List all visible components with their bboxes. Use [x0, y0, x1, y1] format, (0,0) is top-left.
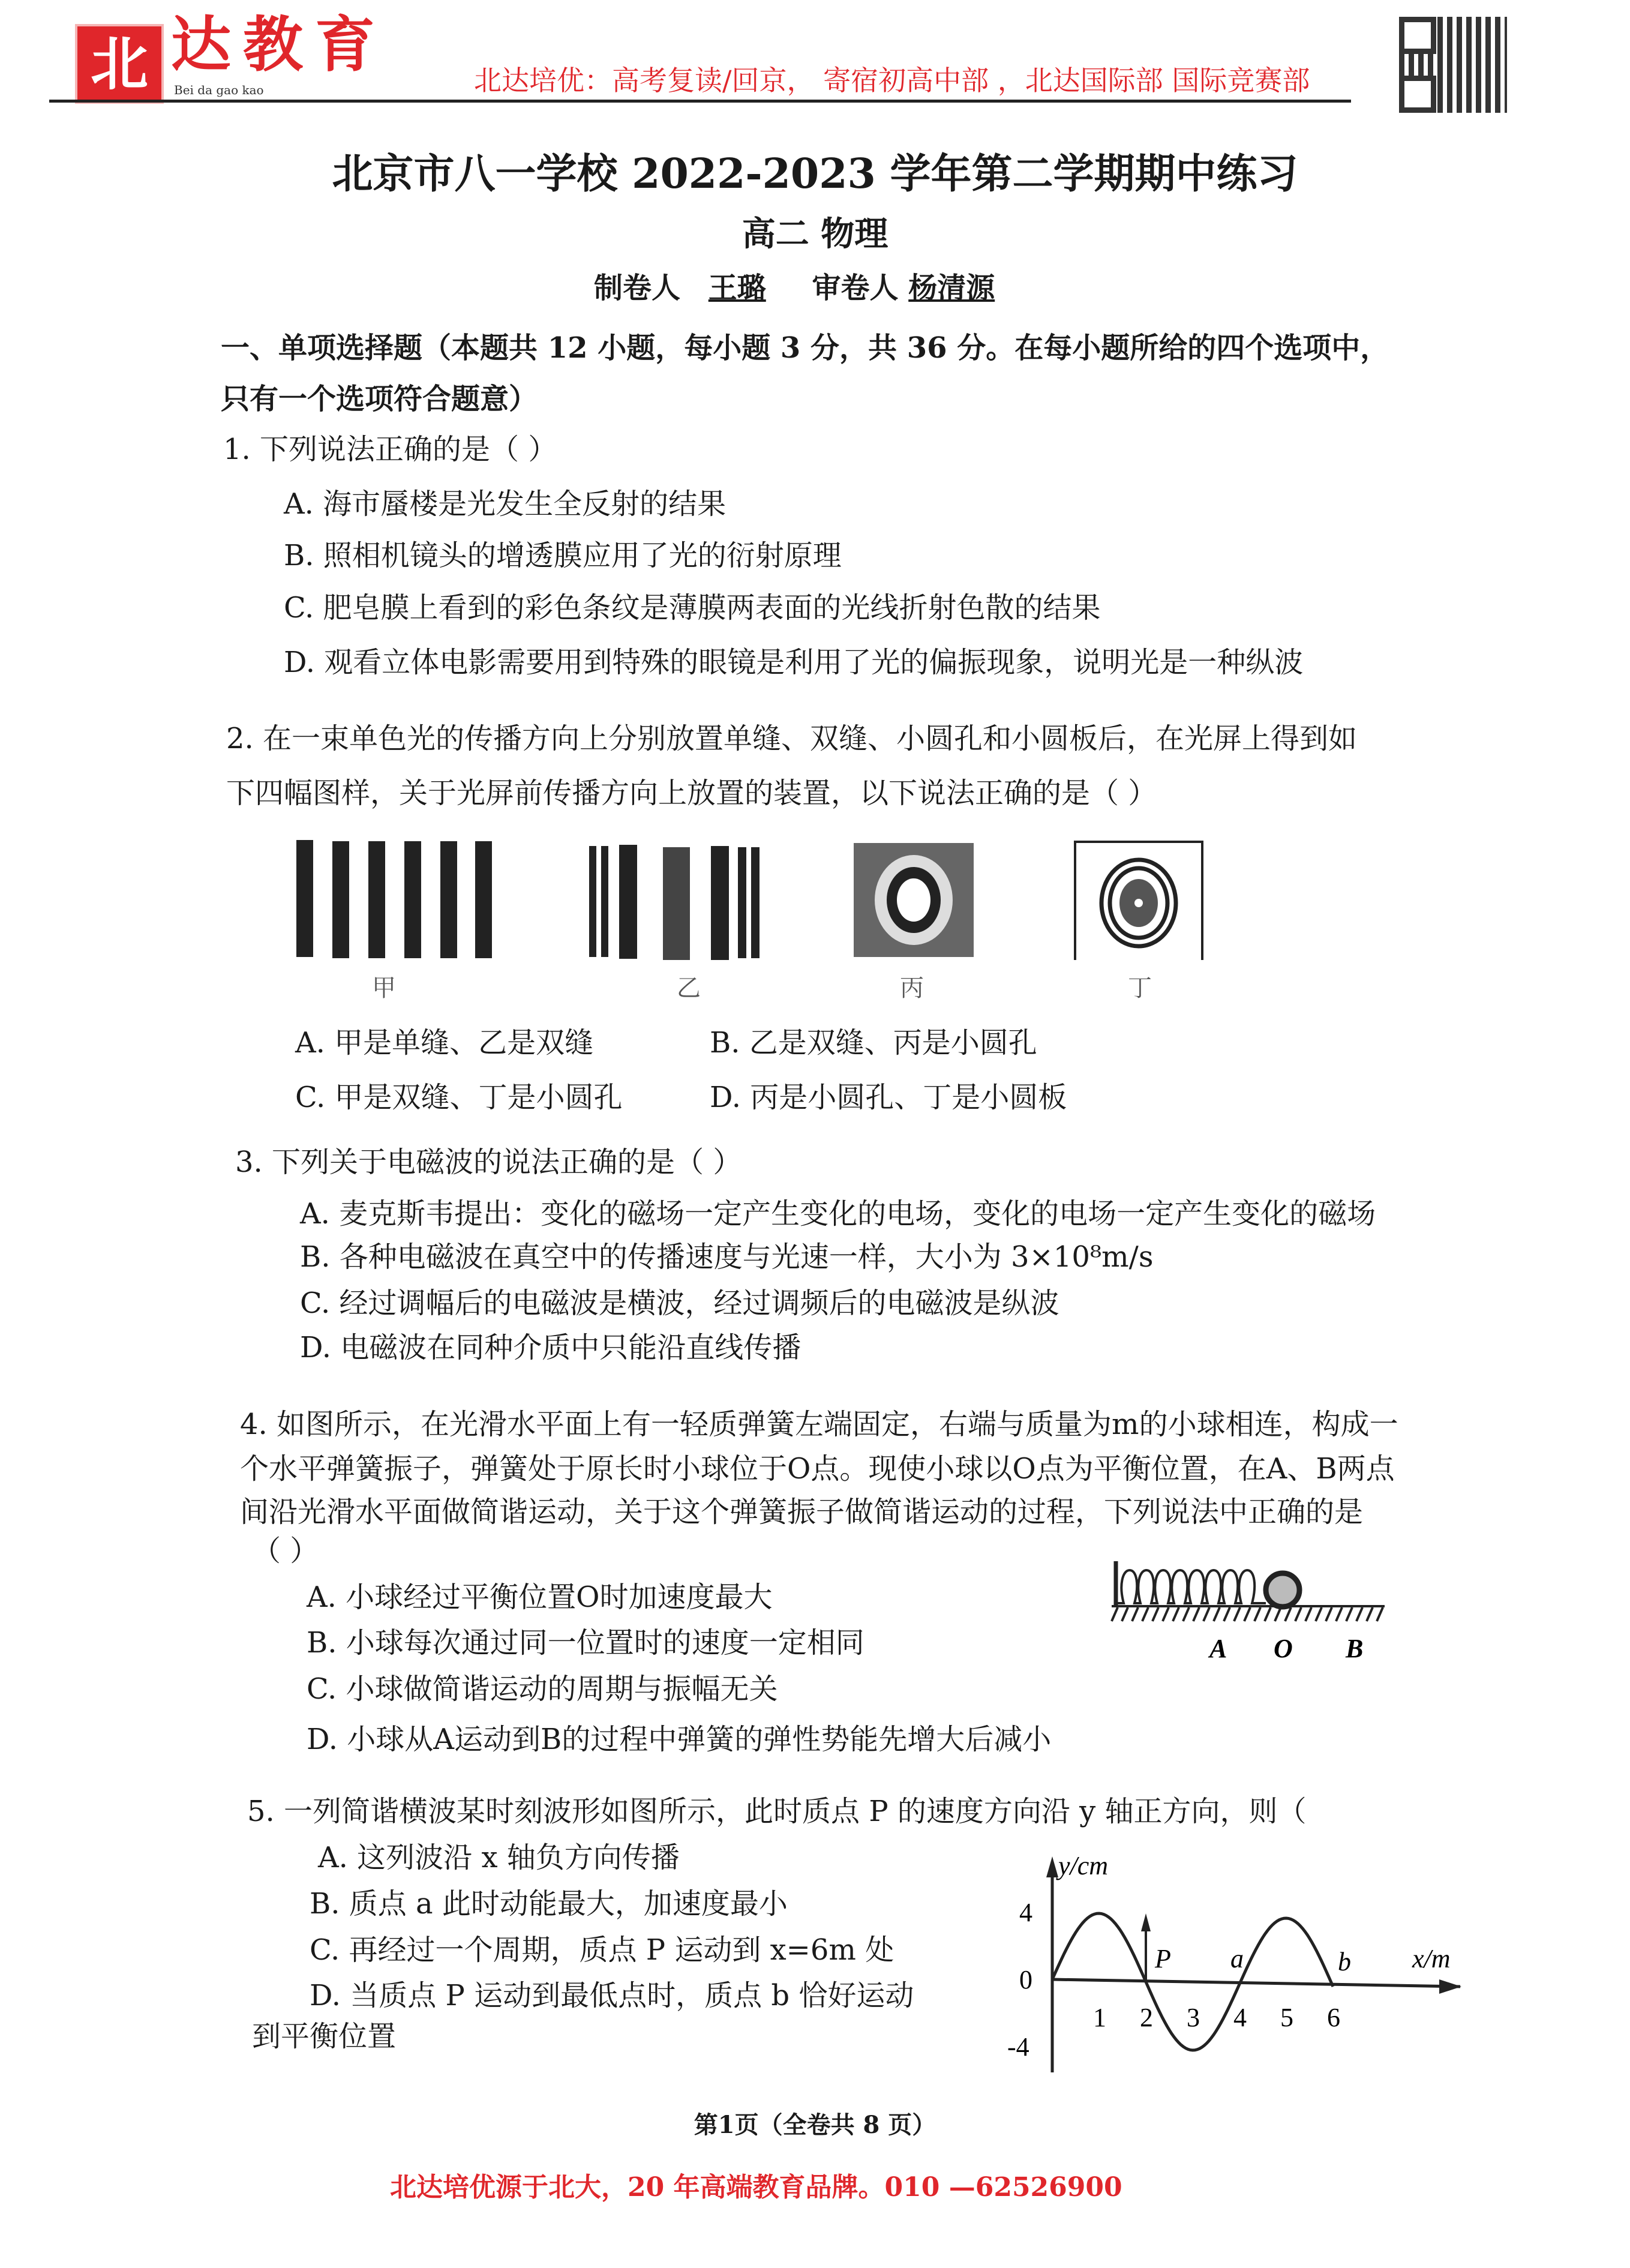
x-axis-label: x/m: [1412, 1944, 1451, 1973]
ground-hatch: [1122, 1607, 1128, 1621]
ground-hatch: [1326, 1607, 1332, 1621]
q2-option-c: C. 甲是双缝、丁是小圆孔: [295, 1081, 623, 1114]
q2-option-d: D. 丙是小圆孔、丁是小圆板: [710, 1081, 1067, 1114]
point-a-label: A: [1209, 1634, 1227, 1663]
q1-option-b: B. 照相机镜头的增透膜应用了光的衍射原理: [284, 539, 842, 572]
q5-option-d: D. 当质点 P 运动到最低点时，质点 b 恰好运动: [310, 1979, 914, 2012]
reviewer-name: 杨清源: [908, 271, 995, 305]
pattern-label-jia: 甲: [372, 974, 396, 1002]
question-4-stem-4: （ ）: [252, 1534, 319, 1568]
q1-option-d: D. 观看立体电影需要用到特殊的眼镜是利用了光的偏振现象，说明光是一种纵波: [284, 646, 1304, 679]
pattern-jia-single-slit: [295, 840, 494, 960]
wave-graph: [998, 1850, 1478, 2078]
question-4-stem-2: 个水平弹簧振子，弹簧处于原长时小球位于O点。现使小球以O点为平衡位置，在A、B两点: [240, 1452, 1395, 1486]
q4-option-d: D. 小球从A运动到B的过程中弹簧的弹性势能先增大后减小: [307, 1723, 1052, 1756]
q1-option-c: C. 肥皂膜上看到的彩色条纹是薄膜两表面的光线折射色散的结果: [284, 591, 1101, 625]
question-4-stem: 4. 如图所示，在光滑水平面上有一轻质弹簧左端固定，右端与质量为m的小球相连，构成一: [240, 1408, 1398, 1441]
paper-makers: [594, 270, 995, 306]
x-axis: [1052, 1979, 1460, 1987]
y-tick-label: 0: [1019, 1965, 1032, 1994]
point-a-label: a: [1230, 1944, 1244, 1973]
q3-option-b: B. 各种电磁波在真空中的传播速度与光速一样，大小为 3×10⁸m/s: [300, 1240, 1154, 1274]
ground-hatch: [1275, 1607, 1281, 1621]
ground-hatch: [1112, 1607, 1118, 1621]
x-tick-label: 4: [1233, 2003, 1247, 2032]
question-5-stem: 5. 一列简谐横波某时刻波形如图所示，此时质点 P 的速度方向沿 y 轴正方向，则（: [247, 1795, 1307, 1828]
ground-hatch: [1367, 1607, 1373, 1621]
q5-option-c: C. 再经过一个周期，质点 P 运动到 x=6m 处: [310, 1933, 894, 1967]
q5-option-a: A. 这列波沿 x 轴负方向传播: [318, 1841, 680, 1874]
exam-title: 北京市八一学校 2022-2023 学年第二学期期中练习: [332, 150, 1298, 198]
logo-subtitle: Bei da gao kao: [174, 83, 264, 97]
ground-hatch: [1316, 1607, 1322, 1621]
ground-hatch: [1295, 1607, 1301, 1621]
ground-hatch: [1254, 1607, 1260, 1621]
logo-mark: 北: [75, 24, 164, 104]
section-heading-cont: 只有一个选项符合题意）: [221, 382, 538, 416]
q3-option-c: C. 经过调幅后的电磁波是横波，经过调频后的电磁波是纵波: [300, 1286, 1059, 1320]
spring-oscillator-diagram: [1109, 1555, 1397, 1663]
q3-option-d: D. 电磁波在同种介质中只能沿直线传播: [300, 1331, 802, 1364]
pattern-label-yi: 乙: [677, 974, 701, 1002]
x-tick-label: 5: [1280, 2003, 1293, 2032]
pattern-bing-small-hole: [854, 840, 974, 960]
q2-option-a: A. 甲是单缝、乙是双缝: [295, 1026, 594, 1060]
q3-option-a: A. 麦克斯韦提出：变化的磁场一定产生变化的电场，变化的电场一定产生变化的磁场: [300, 1197, 1376, 1231]
ground-hatch: [1265, 1607, 1271, 1621]
q4-option-a: A. 小球经过平衡位置O时加速度最大: [307, 1580, 773, 1614]
ground-hatch: [1193, 1607, 1199, 1621]
point-p-label: P: [1155, 1944, 1171, 1973]
exam-subject: 高二 物理: [742, 214, 888, 254]
section-heading: 一、单项选择题（本题共 12 小题，每小题 3 分，共 36 分。在每小题所给的四个选项中，: [221, 331, 1389, 365]
y-axis-arrow-icon: [1046, 1856, 1058, 1877]
pattern-ding-small-disc: [1074, 840, 1203, 960]
maker-name: 王璐: [708, 271, 766, 305]
q5-option-d-cont: 到平衡位置: [252, 2020, 397, 2053]
pattern-label-ding: 丁: [1128, 974, 1152, 1002]
spring-coil: [1117, 1570, 1266, 1603]
question-2-stem: 2. 在一束单色光的传播方向上分别放置单缝、双缝、小圆孔和小圆板后，在光屏上得到如: [226, 722, 1358, 755]
ground-hatch: [1234, 1607, 1240, 1621]
q5-option-b: B. 质点 a 此时动能最大，加速度最小: [310, 1887, 788, 1921]
q4-option-c: C. 小球做简谐运动的周期与振幅无关: [307, 1672, 778, 1706]
reviewer-label: 审卷人: [812, 271, 899, 305]
y-tick-label: -4: [1007, 2032, 1029, 2062]
header-divider: [49, 100, 1351, 103]
header-slogan: 北达培优：高考复读/回京， 寄宿初高中部 ，北达国际部 国际竞赛部: [474, 64, 1310, 97]
ground-hatch: [1203, 1607, 1209, 1621]
q4-option-b: B. 小球每次通过同一位置时的速度一定相同: [307, 1626, 864, 1660]
x-tick-label: 3: [1187, 2003, 1200, 2032]
question-1-stem: 1. 下列说法正确的是（ ）: [223, 433, 557, 466]
pattern-yi-double-slit: [588, 840, 765, 960]
x-tick-label: 2: [1140, 2003, 1153, 2032]
x-axis-arrow-icon: [1439, 1979, 1461, 1994]
ground-hatch: [1132, 1607, 1138, 1621]
ground-hatch: [1377, 1607, 1383, 1621]
y-axis-label: y/cm: [1058, 1851, 1109, 1880]
logo-text: 达教育: [171, 9, 387, 80]
qr-code: [1399, 17, 1507, 113]
ground-hatch: [1244, 1607, 1250, 1621]
ground-hatch: [1224, 1607, 1230, 1621]
ground-hatch: [1173, 1607, 1179, 1621]
ground-hatch: [1285, 1607, 1291, 1621]
ground-hatch: [1214, 1607, 1220, 1621]
point-o-label: O: [1274, 1634, 1293, 1663]
point-b-label: B: [1346, 1634, 1364, 1663]
ground-hatch: [1183, 1607, 1189, 1621]
ground-hatch: [1305, 1607, 1311, 1621]
x-tick-label: 1: [1093, 2003, 1106, 2032]
ground-hatch: [1152, 1607, 1158, 1621]
question-3-stem: 3. 下列关于电磁波的说法正确的是（ ）: [235, 1145, 742, 1179]
point-b-label: b: [1338, 1947, 1351, 1976]
ground-hatch: [1142, 1607, 1148, 1621]
ground-hatch: [1356, 1607, 1362, 1621]
velocity-arrow-icon: [1141, 1913, 1151, 1931]
footer-ad: 北达培优源于北大，20 年高端教育品牌。010 —62526900: [390, 2172, 1122, 2203]
question-4-stem-3: 间沿光滑水平面做简谐运动，关于这个弹簧振子做简谐运动的过程，下列说法中正确的是: [240, 1495, 1364, 1529]
pattern-label-bing: 丙: [900, 974, 924, 1002]
maker-label: 制卷人: [594, 271, 681, 305]
ground-hatch: [1346, 1607, 1352, 1621]
page-number: 第1页（全卷共 8 页）: [694, 2111, 936, 2139]
y-tick-label: 4: [1019, 1898, 1032, 1927]
x-tick-label: 6: [1327, 2003, 1340, 2032]
question-2-stem-cont: 下四幅图样，关于光屏前传播方向上放置的装置，以下说法正确的是（ ）: [226, 776, 1157, 810]
q2-option-b: B. 乙是双缝、丙是小圆孔: [710, 1026, 1037, 1060]
ground-hatch: [1163, 1607, 1169, 1621]
q1-option-a: A. 海市蜃楼是光发生全反射的结果: [284, 487, 727, 521]
ground-hatch: [1336, 1607, 1342, 1621]
